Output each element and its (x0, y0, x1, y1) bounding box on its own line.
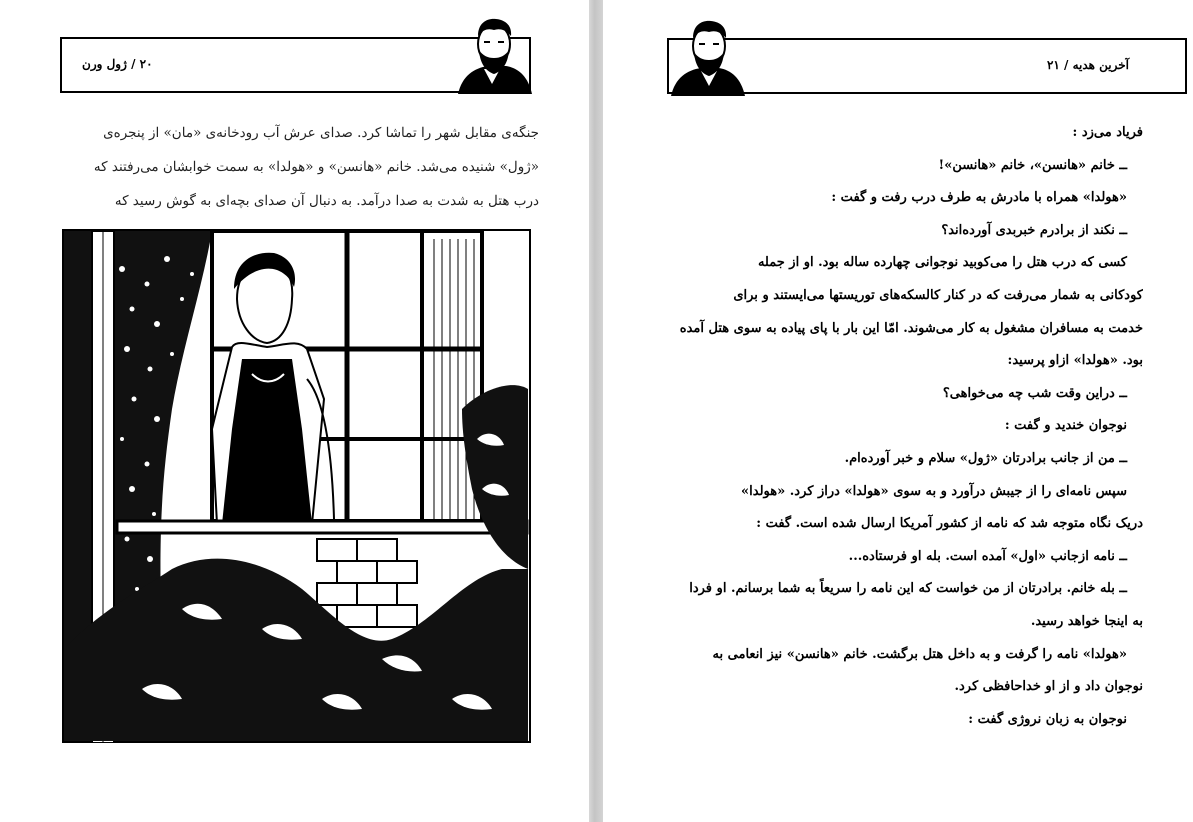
left-page-text (77, 116, 539, 218)
text-line: فریاد می‌زد : (1072, 125, 1143, 140)
text-line: کودکانی به شمار می‌رفت که در کنار کالسکه‌های توریستها می‌ایستند و برای (733, 287, 1143, 303)
text-line: ــ بله خانم. برادرتان از من خواست که این نامه را سریعاً به شما برسانم. او فردا (689, 581, 1127, 597)
text-line: دریک نگاه متوجه شد که نامه از کشور آمریکا ارسال شده است. گفت : (756, 516, 1143, 532)
text-line: کسی که درب هتل را می‌کوبید نوجوانی چهارده ساله بود. او از جمله (757, 255, 1127, 271)
text-line: ــ نامه ازجانب «اول» آمده است. بله او فرستاده... (848, 548, 1127, 564)
text-line: سپس نامه‌ای را از جیبش درآورد و به سوی «هولدا» دراز کرد. «هولدا» (741, 483, 1127, 499)
left-margin (0, 0, 52, 822)
text-line: نوجوان به زبان نروژی گفت : (968, 711, 1127, 727)
woman-at-window-illustration (62, 229, 531, 743)
text-line: درب هتل به شدت به صدا درآمد. به دنبال آن صدای بچه‌ای به گوش رسید که (114, 193, 539, 209)
right-page-running-head: آخرین هدیه / ۲۱ (1046, 58, 1129, 72)
text-line: خدمت به مسافران مشغول به کار می‌شوند. امّا این بار با پای پیاده به سوی هتل آمده (679, 320, 1143, 336)
right-page (603, 0, 1193, 822)
right-page-text (665, 117, 1143, 736)
text-line: به اینجا خواهد رسید. (1030, 613, 1143, 629)
text-line: بود. «هولدا» ازاو پرسید: (1007, 353, 1143, 369)
text-line: جنگه‌ی مقابل شهر را تماشا کرد. صدای عرش آب رودخانه‌ی «مان» از پنجره‌ی (103, 125, 539, 141)
text-line: نوجوان خندید و گفت : (1004, 418, 1127, 434)
text-line: نوجوان داد و از او خداحافظی کرد. (954, 679, 1143, 695)
text-line: ــ من از جانب برادرتان «ژول» سلام و خبر آورده‌ام. (844, 450, 1127, 466)
text-line: ــ دراین وقت شب چه می‌خواهی؟ (942, 385, 1127, 401)
jules-verne-portrait-icon (448, 14, 534, 94)
text-line: «هولدا» نامه را گرفت و به داخل هتل برگشت. خانم «هانسن» نیز انعامی به (712, 646, 1127, 662)
left-page-running-head: ۲۰ / ژول ورن (82, 57, 153, 71)
jules-verne-portrait-icon (669, 16, 755, 96)
text-line: ــ نکند از برادرم خبربدی آورده‌اند؟ (941, 222, 1127, 238)
text-line: «ژول» شنیده می‌شد. خانم «هانسن» و «هولدا» به سمت خوابشان می‌رفتند که (93, 159, 539, 175)
text-line: «هولدا» همراه با مادرش به طرف درب رفت و گفت : (831, 190, 1127, 206)
text-line: ــ خانم «هانسن»، خانم «هانسن»! (938, 157, 1127, 173)
left-page (52, 0, 589, 822)
page-divider (589, 0, 603, 822)
